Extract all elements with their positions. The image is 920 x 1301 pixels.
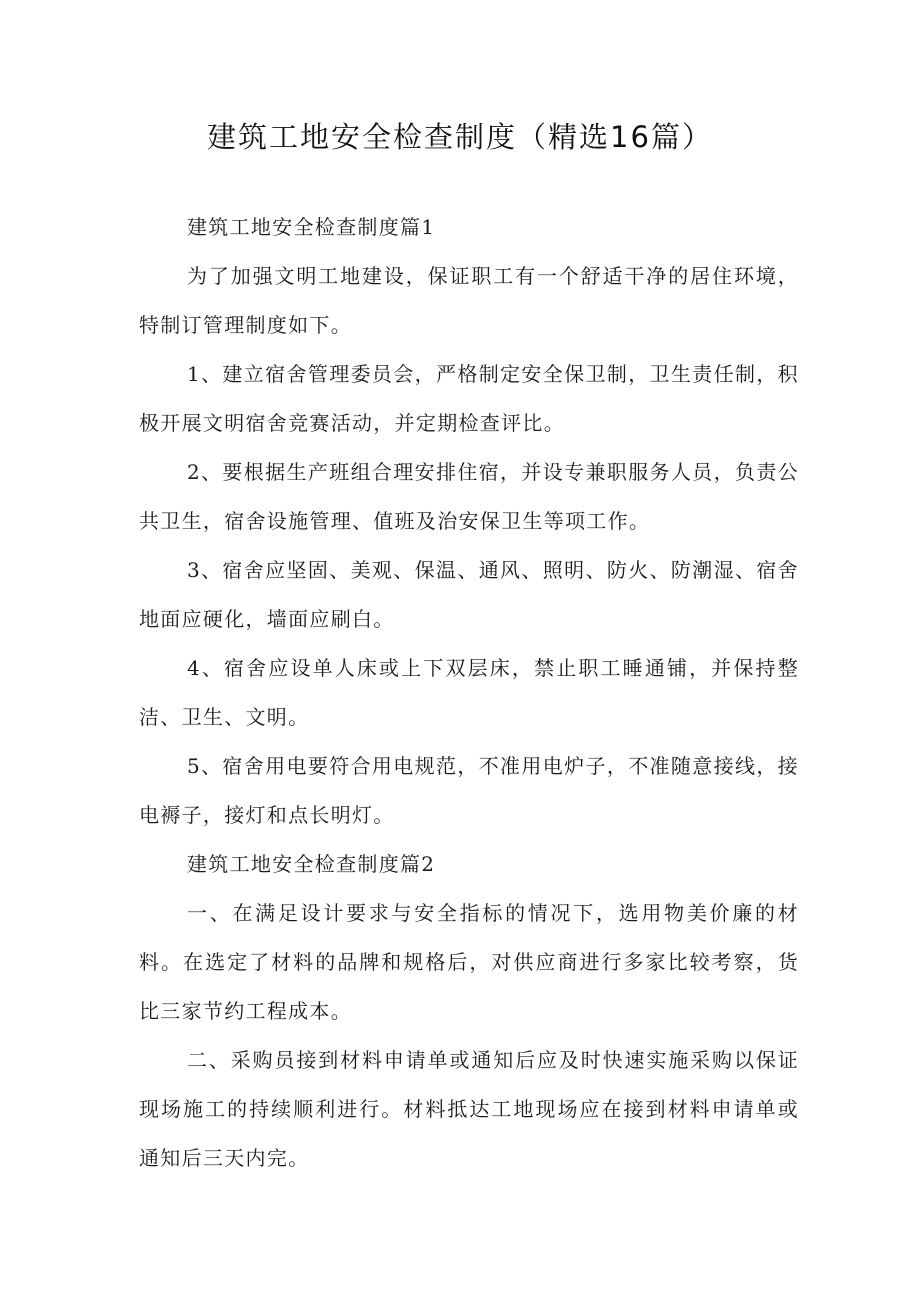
paragraph: 5、宿舍用电要符合用电规范，不准用电炉子，不准随意接线，接电褥子，接灯和点长明灯。 <box>139 754 799 827</box>
paragraph: 4、宿舍应设单人床或上下双层床，禁止职工睡通铺，并保持整洁、卫生、文明。 <box>139 656 799 729</box>
paragraph: 2、要根据生产班组合理安排住宿，并设专兼职服务人员，负责公共卫生，宿舍设施管理、值班及治安保卫生等项工作。 <box>139 460 799 533</box>
paragraph: 为了加强文明工地建设，保证职工有一个舒适干净的居住环境，特制订管理制度如下。 <box>139 264 799 337</box>
document-body <box>139 203 799 1183</box>
document-title: 建筑工地安全检查制度（精选16篇） <box>207 120 713 154</box>
paragraph: 3、宿舍应坚固、美观、保温、通风、照明、防火、防潮湿、宿舍地面应硬化，墙面应刷白。 <box>139 558 799 631</box>
paragraph: 一、在满足设计要求与安全指标的情况下，选用物美价廉的材料。在选定了材料的品牌和规格后，对供应商进行多家比较考察，货比三家节约工程成本。 <box>139 901 799 1023</box>
section-heading: 建筑工地安全检查制度篇1 <box>187 215 436 239</box>
section-heading: 建筑工地安全检查制度篇2 <box>187 852 436 876</box>
paragraph: 1、建立宿舍管理委员会，严格制定安全保卫制，卫生责任制，积极开展文明宿舍竞赛活动，并定期检查评比。 <box>139 362 799 435</box>
paragraph: 二、采购员接到材料申请单或通知后应及时快速实施采购以保证现场施工的持续顺利进行。材料抵达工地现场应在接到材料申请单或通知后三天内完。 <box>139 1048 799 1170</box>
